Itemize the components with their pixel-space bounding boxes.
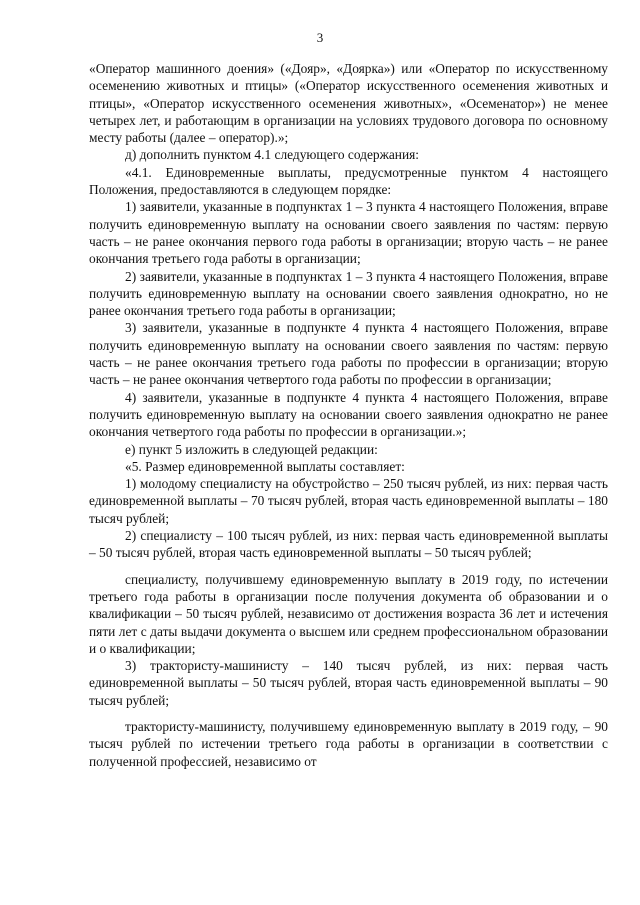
- payment-item-3-addendum: трактористу-машинисту, получившему единовременную выплату в 2019 году, – 90 тысяч рублей по истечении третьего года работы в организации в соответствии с полученной профессией, независимо от: [89, 718, 608, 769]
- payment-item-3: 3) трактористу-машинисту – 140 тысяч рублей, из них: первая часть единовременной выплаты – 50 тысяч рублей, вторая часть единовременной выплаты – 90 тысяч рублей;: [89, 658, 608, 708]
- payment-item-1: 1) молодому специалисту на обустройство – 250 тысяч рублей, из них: первая часть единовременной выплаты – 70 тысяч рублей, вторая часть единовременной выплаты – 180 тысяч рублей;: [89, 476, 608, 526]
- page-number: 3: [316, 30, 324, 45]
- list-item-4: 4) заявители, указанные в подпункте 4 пункта 4 настоящего Положения, вправе получить единовременную выплату на основании своего заявления однократно не ранее окончания четвертого года работы по профессии в организации.»;: [89, 389, 608, 440]
- list-item-2: 2) заявители, указанные в подпунктах 1 – 3 пункта 4 настоящего Положения, вправе получить единовременную выплату на основании своего заявления однократно, но не ранее окончания третьего года работы в организации;: [89, 268, 608, 319]
- document-body: [89, 60, 608, 770]
- payment-item-2: 2) специалисту – 100 тысяч рублей, из них: первая часть единовременной выплаты – 50 тысяч рублей, вторая часть единовременной выплаты – 50 тысяч рублей;: [89, 528, 608, 561]
- paragraph-subitem-d: д) дополнить пунктом 4.1 следующего содержания:: [125, 147, 419, 163]
- list-item-3: 3) заявители, указанные в подпункте 4 пункта 4 настоящего Положения, вправе получить единовременную выплату на основании своего заявления по частям: первую часть – не ранее окончания третьего года работы по профессии в организации; вторую часть – не ранее окончания четвертого года работы по профессии в организации;: [89, 320, 608, 388]
- paragraph-point-5: «5. Размер единовременной выплаты составляет:: [125, 458, 405, 474]
- payment-item-2-addendum: специалисту, получившему единовременную выплату в 2019 году, по истечении третьего года работы в организации после получения документа об образовании и о квалификации – 50 тысяч рублей, независимо от достижения возраста 36 лет и истечения пяти лет с даты выдачи документа о высшем или среднем профессиональном образовании и о квалификации;: [89, 571, 608, 656]
- list-item-1: 1) заявители, указанные в подпунктах 1 – 3 пункта 4 настоящего Положения, вправе получить единовременную выплату на основании своего заявления по частям: первую часть – не ранее окончания первого года работы в организации; вторую часть – не ранее окончания третьего года работы в организации;: [89, 199, 608, 267]
- paragraph-point-4-1: «4.1. Единовременные выплаты, предусмотренные пунктом 4 настоящего Положения, предоставляются в следующем порядке:: [89, 164, 608, 198]
- paragraph-operator-definition: «Оператор машинного доения» («Дояр», «Доярка») или «Оператор по искусственному осеменению животных и птицы» («Оператор искусственного осеменения животных и птицы», «Оператор искусственного осеменения животных», «Осеменатор») не менее четырех лет, и работающим в организации на условиях трудового договора по основному месту работы (далее – оператор).»;: [89, 61, 608, 146]
- paragraph-subitem-e: е) пункт 5 изложить в следующей редакции:: [125, 441, 378, 457]
